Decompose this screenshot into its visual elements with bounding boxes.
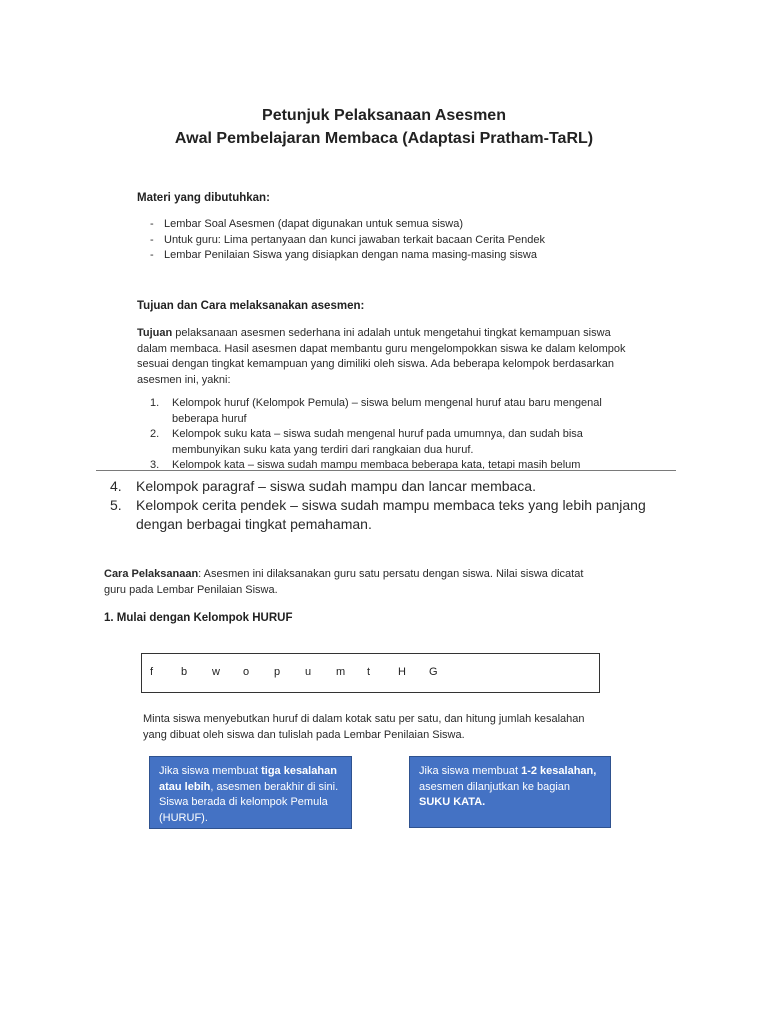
letter: p <box>274 666 281 678</box>
group-item: 5. Kelompok cerita pendek – siswa sudah mampu membaca teks yang lebih panjang dengan berbagai tingkat pemahaman. <box>110 497 646 532</box>
letter: o <box>243 666 250 678</box>
procedure-label: Cara Pelaksanaan <box>104 568 199 580</box>
materials-item: - Lembar Penilaian Siswa yang disiapkan dengan nama masing-masing siswa <box>150 248 670 264</box>
group-item: 4. Kelompok paragraf – siswa sudah mampu dan lancar membaca. <box>110 478 536 494</box>
purpose-paragraph <box>137 326 637 388</box>
group-item: 2. Kelompok suku kata – siswa sudah mengenal huruf pada umumnya, dan sudah bisa membunyikan suku kata yang terdiri dari rangkaian dua huruf. <box>150 428 583 456</box>
step-1-heading: 1. Mulai dengan Kelompok HURUF <box>104 612 293 624</box>
letter: w <box>212 666 220 678</box>
purpose-heading: Tujuan dan Cara melaksanakan asesmen: <box>137 300 365 312</box>
groups-list-clipped <box>150 396 650 469</box>
materials-list <box>150 217 670 264</box>
group-item: 3. Kelompok kata – siswa sudah mampu membaca beberapa kata, tetapi masih belum <box>150 459 581 469</box>
letter: G <box>429 666 438 678</box>
letter: H <box>398 666 406 678</box>
materials-heading: Materi yang dibutuhkan: <box>137 192 270 204</box>
box-one-two-errors: Jika siswa membuat 1-2 kesalahan, asesmen dilanjutkan ke bagian SUKU KATA. <box>409 756 611 828</box>
materials-item: - Untuk guru: Lima pertanyaan dan kunci jawaban terkait bacaan Cerita Pendek <box>150 233 670 249</box>
letter: u <box>305 666 312 678</box>
procedure-paragraph <box>104 567 604 598</box>
purpose-text: pelaksanaan asesmen sederhana ini adalah untuk mengetahui tingkat kemampuan siswa dalam membaca. Hasil asesmen dapat membantu guru mengelompokkan siswa ke dalam kelompok sesuai dengan tingkat kemampuan yang dimiliki oleh siswa. Ada beberapa kelompok berdasarkan asesmen ini, yakni: <box>137 327 626 386</box>
letter: b <box>181 666 188 678</box>
page-divider <box>96 470 676 471</box>
instruction-text: Minta siswa menyebutkan huruf di dalam kotak satu per satu, dan hitung jumlah kesalahan yang dibuat oleh siswa dan tulislah pada Lembar Penilaian Siswa. <box>143 713 585 741</box>
page-title-line-2: Awal Pembelajaran Membaca (Adaptasi Pratham-TaRL) <box>174 130 594 147</box>
box-three-errors: Jika siswa membuat tiga kesalahan atau lebih, asesmen berakhir di sini. Siswa berada di kelompok Pemula (HURUF). <box>149 756 352 829</box>
groups-list-continued <box>110 477 670 534</box>
letter: m <box>336 666 346 678</box>
procedure-text: : Asesmen ini dilaksanakan guru satu persatu dengan siswa. Nilai siswa dicatat guru pada Lembar Penilaian Siswa. <box>104 568 584 596</box>
letters-row <box>150 666 460 678</box>
purpose-lead: Tujuan <box>137 327 173 339</box>
group-item: 1. Kelompok huruf (Kelompok Pemula) – siswa belum mengenal huruf atau baru mengenal beberapa huruf <box>150 397 602 425</box>
materials-item: - Lembar Soal Asesmen (dapat digunakan untuk semua siswa) <box>150 217 670 233</box>
page-title-line-1: Petunjuk Pelaksanaan Asesmen <box>262 107 506 124</box>
letter: f <box>150 666 154 678</box>
letters-box <box>141 653 600 693</box>
letter: t <box>367 666 371 678</box>
